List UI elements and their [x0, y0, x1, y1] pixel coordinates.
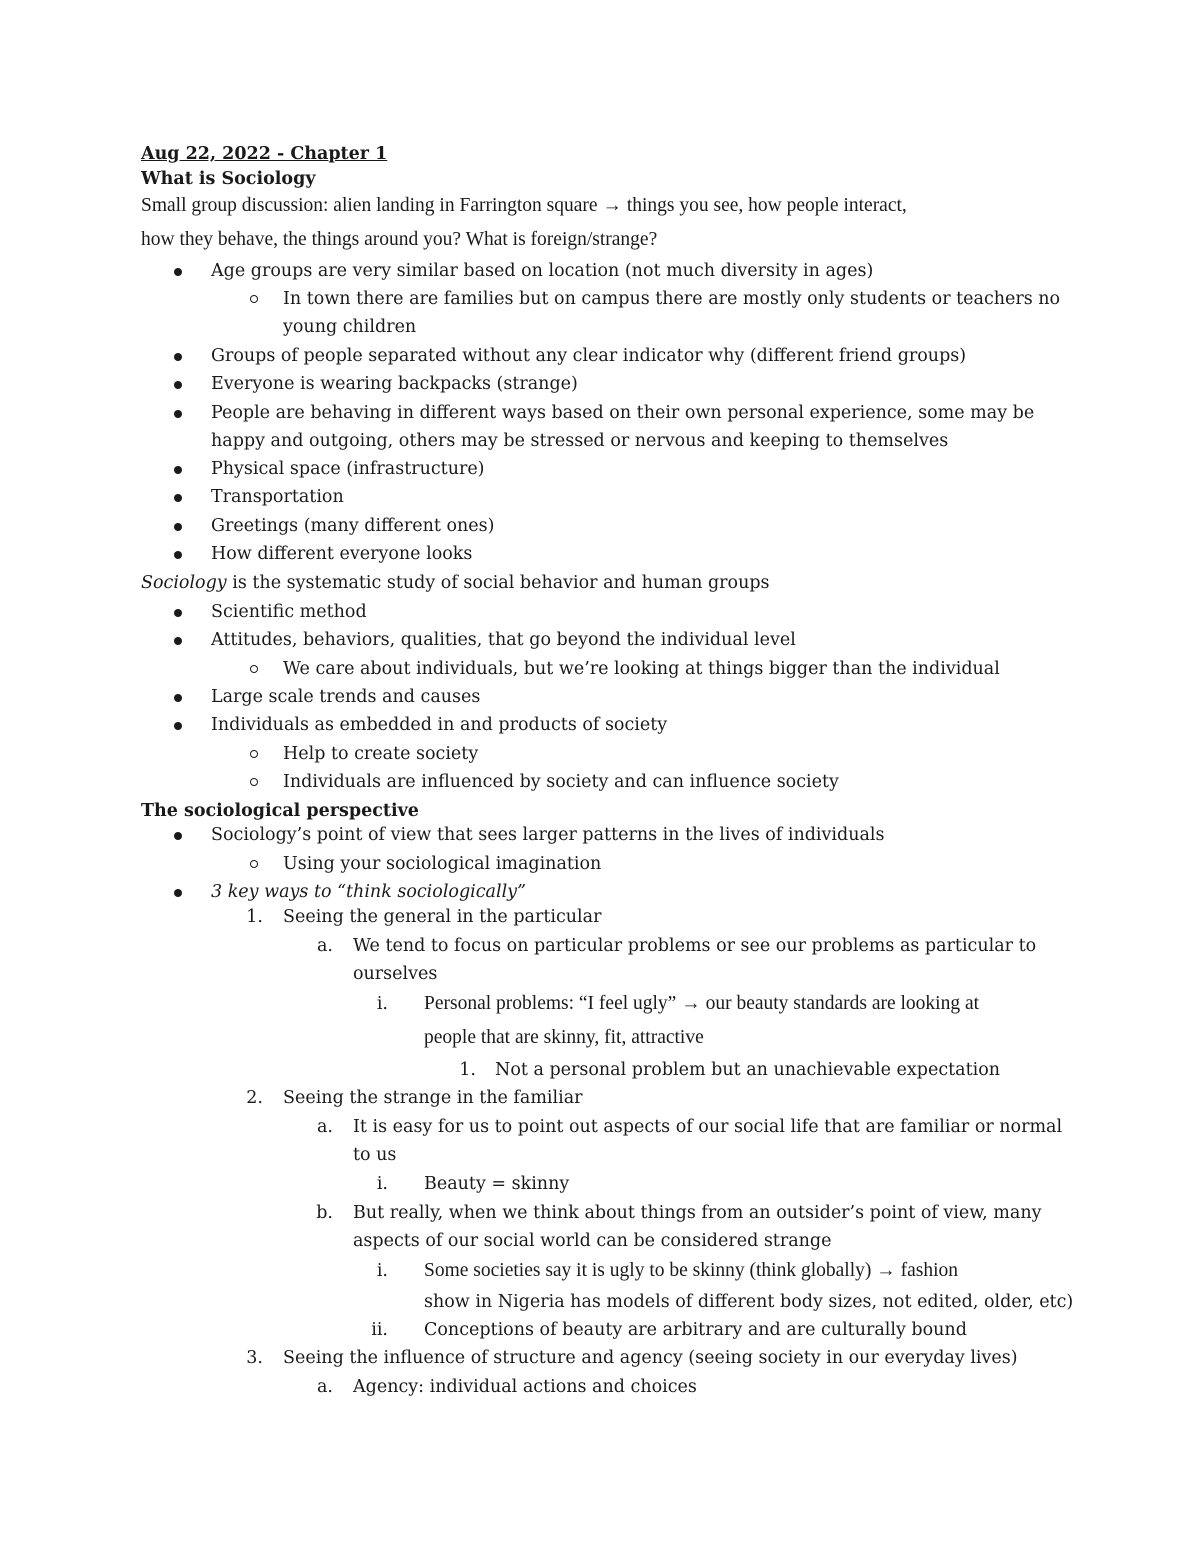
bullet-icon — [174, 694, 182, 702]
sub-bullet-icon — [250, 665, 258, 673]
sub-bullet-icon — [250, 860, 258, 868]
date-chapter-heading: Aug 22, 2022 - Chapter 1 — [141, 144, 388, 164]
bullet-icon — [174, 494, 182, 502]
list-letter: a. — [317, 1117, 333, 1137]
way-1-i-1: Not a personal problem but an unachievable expectation — [495, 1060, 1001, 1080]
way-2-a-line-1: It is easy for us to point out aspects of our social life that are familiar or normal — [353, 1117, 1063, 1137]
sociology-definition — [141, 575, 770, 593]
way-2-b-line-2: aspects of our social world can be considered strange — [353, 1231, 832, 1251]
list-item-age-sub-1: In town there are families but on campus there are mostly only students or teachers no — [283, 289, 1061, 309]
list-roman: i. — [376, 994, 388, 1014]
list-item-attitudes-sub: We care about individuals, but we’re looking at things bigger than the individual — [283, 659, 1000, 679]
list-item-imagination: Using your sociological imagination — [283, 854, 602, 874]
way-2-b-ii: Conceptions of beauty are arbitrary and are culturally bound — [424, 1320, 967, 1340]
list-item-greetings: Greetings (many different ones) — [211, 516, 495, 536]
list-item-physical: Physical space (infrastructure) — [211, 459, 485, 479]
way-1-i-line-1: Personal problems: “I feel ugly” → our beauty standards are looking at — [424, 993, 980, 1014]
bullet-icon — [174, 466, 182, 474]
way-1-i-line-2: people that are skinny, fit, attractive — [424, 1027, 704, 1048]
list-roman: ii. — [371, 1320, 388, 1340]
sub-bullet-icon — [250, 778, 258, 786]
list-number: 3. — [246, 1348, 263, 1368]
list-item-embedded: Individuals as embedded in and products of society — [211, 715, 668, 735]
bullet-icon — [174, 609, 182, 617]
way-2-a-line-2: to us — [353, 1145, 397, 1165]
way-3-a: Agency: individual actions and choices — [353, 1377, 697, 1397]
way-2-b-i-line-1: Some societies say it is ugly to be skinny (think globally) → fashion — [424, 1260, 959, 1281]
list-number: 2. — [246, 1088, 263, 1108]
bullet-icon — [174, 523, 182, 531]
way-2: Seeing the strange in the familiar — [283, 1088, 583, 1108]
bullet-icon — [174, 722, 182, 730]
list-item-behaving-2: happy and outgoing, others may be stressed or nervous and keeping to themselves — [211, 431, 949, 451]
way-2-a-i: Beauty = skinny — [424, 1174, 570, 1194]
list-number: 1. — [459, 1060, 476, 1080]
perspective-heading: The sociological perspective — [141, 801, 419, 821]
list-item-groups: Groups of people separated without any clear indicator why (different friend groups) — [211, 346, 967, 366]
sociology-term: Sociology — [141, 573, 227, 593]
list-item-key-ways: 3 key ways to “think sociologically” — [211, 882, 527, 902]
bullet-icon — [174, 268, 182, 276]
list-item-age-sub-2: young children — [283, 317, 417, 337]
sociology-definition-text: is the systematic study of social behavior and human groups — [226, 573, 770, 593]
section-title: What is Sociology — [141, 169, 316, 189]
list-item-large-scale: Large scale trends and causes — [211, 687, 481, 707]
intro-line-1: Small group discussion: alien landing in Farrington square → things you see, how people interact, — [141, 195, 907, 216]
list-item-point-of-view: Sociology’s point of view that sees larger patterns in the lives of individuals — [211, 825, 885, 845]
way-1-a-line-2: ourselves — [353, 964, 438, 984]
bullet-icon — [174, 353, 182, 361]
list-item-embedded-sub-1: Help to create society — [283, 744, 479, 764]
way-3: Seeing the influence of structure and agency (seeing society in our everyday lives) — [283, 1348, 1018, 1368]
list-item-transport: Transportation — [211, 487, 344, 507]
list-item-age-groups: Age groups are very similar based on location (not much diversity in ages) — [211, 261, 874, 281]
bullet-icon — [174, 889, 182, 897]
sub-bullet-icon — [250, 295, 258, 303]
list-letter: a. — [317, 1377, 333, 1397]
list-item-behaving-1: People are behaving in different ways based on their own personal experience, some may be — [211, 403, 1035, 423]
list-roman: i. — [376, 1261, 388, 1281]
way-2-b-i-line-2: show in Nigeria has models of different body sizes, not edited, older, etc) — [424, 1292, 1074, 1312]
bullet-icon — [174, 832, 182, 840]
sub-bullet-icon — [250, 750, 258, 758]
list-letter: b. — [316, 1203, 333, 1223]
list-item-embedded-sub-2: Individuals are influenced by society and can influence society — [283, 772, 839, 792]
way-2-b-line-1: But really, when we think about things from an outsider’s point of view, many — [353, 1203, 1042, 1223]
list-item-backpacks: Everyone is wearing backpacks (strange) — [211, 374, 578, 394]
bullet-icon — [174, 637, 182, 645]
list-item-scientific: Scientific method — [211, 602, 367, 622]
way-1: Seeing the general in the particular — [283, 907, 602, 927]
list-item-attitudes: Attitudes, behaviors, qualities, that go beyond the individual level — [211, 630, 796, 650]
list-letter: a. — [317, 936, 333, 956]
bullet-icon — [174, 551, 182, 559]
bullet-icon — [174, 410, 182, 418]
intro-line-2: how they behave, the things around you? What is foreign/strange? — [141, 229, 658, 250]
list-roman: i. — [376, 1174, 388, 1194]
way-1-a-line-1: We tend to focus on particular problems or see our problems as particular to — [353, 936, 1037, 956]
list-item-looks: How different everyone looks — [211, 544, 473, 564]
list-number: 1. — [246, 907, 263, 927]
bullet-icon — [174, 381, 182, 389]
